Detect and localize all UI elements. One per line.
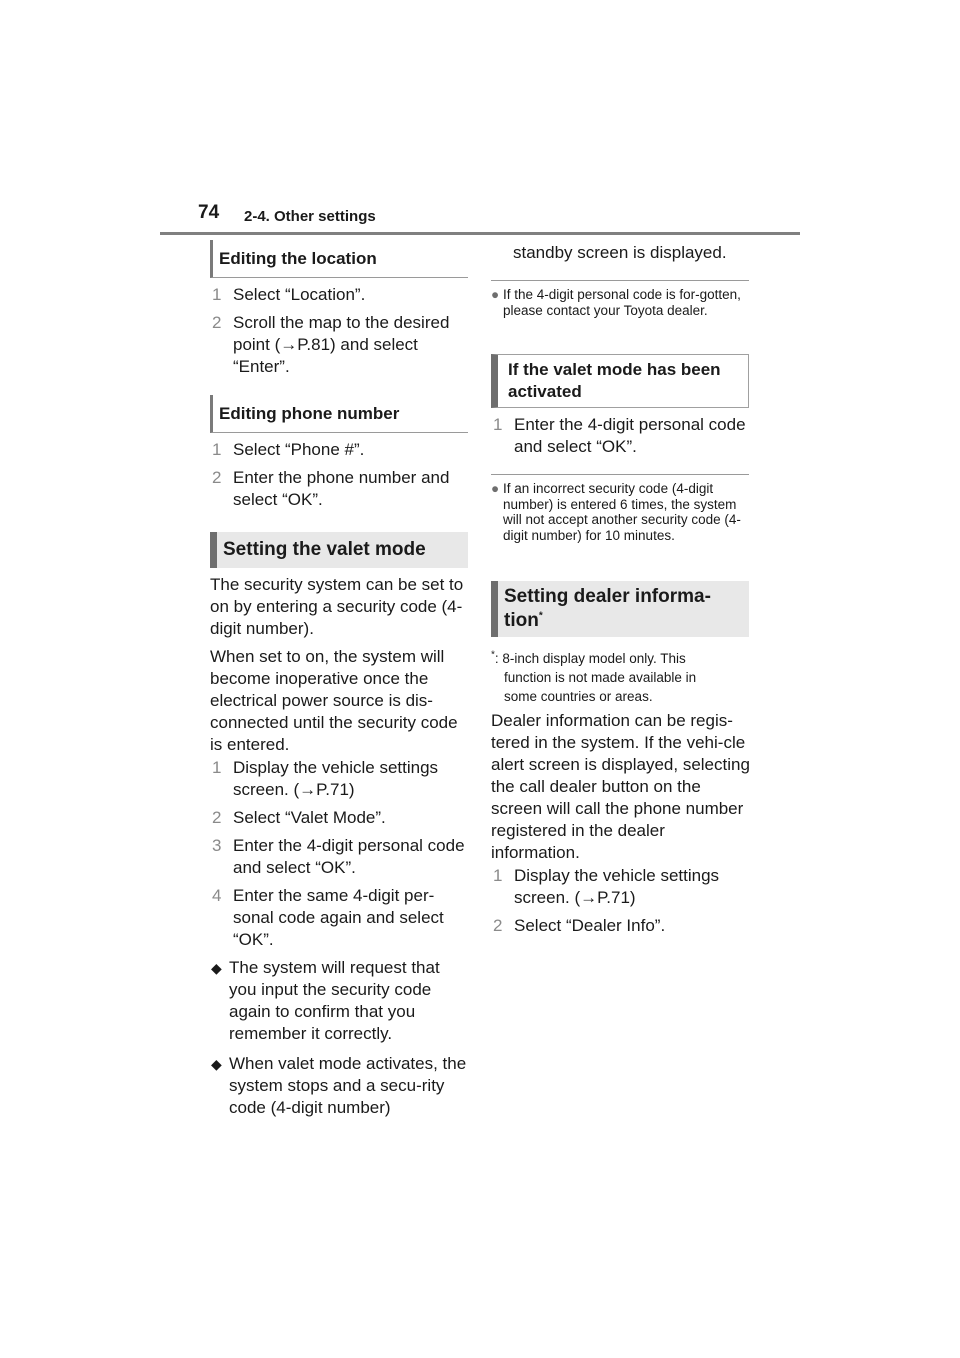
step-text: Enter the 4-digit personal code and select “OK”.: [514, 415, 746, 456]
editing-phone-heading-text: Editing phone number: [219, 403, 400, 423]
circle-bullet-icon: ●: [491, 481, 500, 496]
step-number: 1: [493, 415, 503, 434]
note-divider: [491, 280, 749, 281]
asterisk-mark: *: [538, 610, 543, 622]
diamond-bullet-icon: ◆: [211, 960, 222, 976]
footnote-mark: *: [491, 649, 495, 660]
list-item: [493, 414, 749, 458]
step-text: Enter the phone number and select “OK”.: [233, 468, 450, 509]
dealer-info-steps: [493, 865, 749, 943]
valet-mode-heading: [210, 532, 468, 568]
bullet-text: The system will request that you input the security code again to confirm that you remember it correctly.: [229, 958, 440, 1043]
note-incorrect-code: [491, 481, 753, 543]
list-item: [212, 467, 468, 511]
note-text: If the 4-digit personal code is for-gotten, please contact your Toyota dealer.: [503, 287, 741, 318]
step-number: 1: [212, 285, 222, 304]
step-text: Select “Valet Mode”.: [233, 808, 386, 827]
step-number: 4: [212, 886, 222, 905]
step-text: Select “Location”.: [233, 285, 366, 304]
valet-activated-steps: [493, 414, 749, 464]
editing-location-steps: [212, 284, 468, 384]
step-text: Display the vehicle settings screen. (→P.71): [514, 866, 720, 907]
editing-location-heading: [210, 240, 468, 278]
list-item: [212, 439, 468, 461]
step-text: Select “Dealer Info”.: [514, 916, 666, 935]
editing-location-heading-text: Editing the location: [219, 248, 377, 268]
list-item: [212, 757, 468, 801]
valet-mode-heading-text: Setting the valet mode: [223, 539, 426, 561]
list-item: [212, 885, 468, 951]
footnote: [491, 645, 753, 706]
circle-bullet-icon: ●: [491, 287, 500, 302]
list-item: [212, 284, 468, 306]
valet-steps: [212, 757, 468, 957]
valet-activated-heading-line2: activated: [508, 382, 582, 401]
note-forgotten-code: [491, 287, 753, 318]
list-item: [493, 865, 749, 909]
note-divider: [491, 474, 749, 475]
step-number: 1: [212, 758, 222, 777]
list-item: [212, 312, 468, 378]
valet-para-1: The security system can be set to on by entering a security code (4-digit number).: [210, 575, 464, 638]
editing-phone-steps: [212, 439, 468, 517]
valet-bullets: [211, 957, 467, 1127]
continuation-text: standby screen is displayed.: [513, 243, 727, 262]
step-text: Select “Phone #”.: [233, 440, 365, 459]
dealer-info-para: Dealer information can be regis-tered in the system. If the vehi-cle alert screen is displayed, selecting the call dealer button on the screen will call the phone number registered in the dealer information.: [491, 711, 750, 862]
footnote-line: [491, 651, 686, 666]
list-item: [211, 1053, 467, 1119]
footnote-line: some countries or areas.: [504, 688, 653, 704]
valet-activated-heading: [491, 354, 749, 408]
dealer-info-heading-line1: Setting dealer informa-: [504, 586, 711, 608]
valet-para-2: When set to on, the system will become inoperative once the electrical power source is dis-connected until the security code is entered.: [210, 647, 458, 754]
step-text: Enter the same 4-digit per-sonal code again and select “OK”.: [233, 886, 444, 949]
footnote-line: function is not made available in: [504, 669, 697, 685]
section-title: 2-4. Other settings: [244, 208, 376, 225]
step-number: 1: [212, 440, 222, 459]
list-item: [212, 835, 468, 879]
diamond-bullet-icon: ◆: [211, 1056, 222, 1072]
step-number: 2: [212, 808, 222, 827]
page-number: 74: [198, 202, 220, 223]
step-text: Scroll the map to the desired point (→P.81) and select “Enter”.: [233, 313, 450, 376]
bullet-text: When valet mode activates, the system stops and a secu-rity code (4-digit number): [229, 1054, 467, 1117]
step-number: 2: [212, 313, 222, 332]
step-text: Display the vehicle settings screen. (→P.71): [233, 758, 439, 799]
list-item: [211, 957, 467, 1045]
list-item: [212, 807, 468, 829]
list-item: [493, 915, 749, 937]
valet-activated-heading-line1: If the valet mode has been: [508, 359, 721, 379]
dealer-info-heading: [491, 581, 749, 637]
note-text: If an incorrect security code (4-digit number) is entered 6 times, the system will not accept another security code (4-digit number) for 10 minutes.: [503, 481, 741, 543]
step-number: 2: [212, 468, 222, 487]
editing-phone-heading: [210, 395, 468, 433]
step-number: 1: [493, 866, 503, 885]
step-text: Enter the 4-digit personal code and select “OK”.: [233, 836, 465, 877]
footnote-text: : 8-inch display model only. This: [494, 650, 686, 666]
header-rule: [160, 232, 800, 235]
step-number: 2: [493, 916, 503, 935]
dealer-info-heading-line2: tion: [504, 610, 539, 631]
step-number: 3: [212, 836, 222, 855]
